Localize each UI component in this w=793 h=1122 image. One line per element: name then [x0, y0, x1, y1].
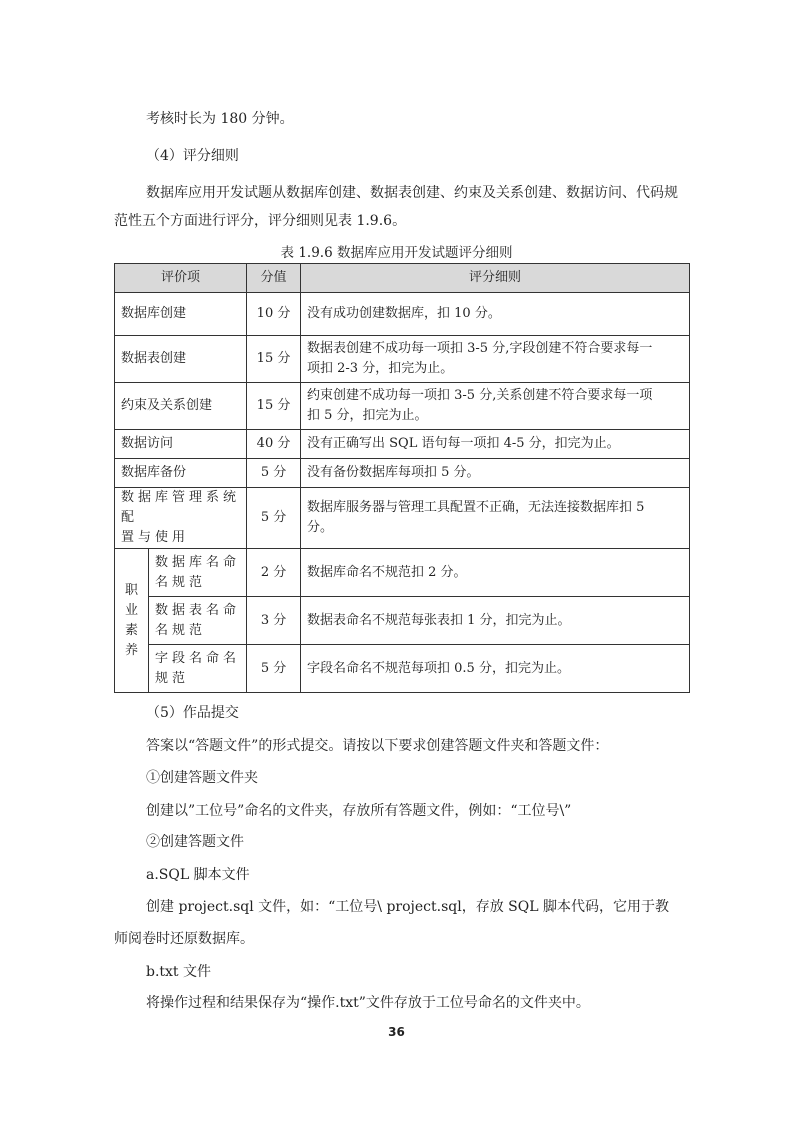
row-detail-line: 分。: [307, 520, 334, 535]
row-item: [149, 645, 247, 693]
row-detail: 数据表命名不规范每张表扣 1 分，扣完为止。: [301, 597, 690, 645]
row-detail: 没有成功创建数据库，扣 10 分。: [301, 293, 690, 336]
table-row: [115, 549, 690, 597]
row-item: [149, 597, 247, 645]
header-score: 分值: [247, 264, 301, 293]
row-item: 数据库备份: [115, 459, 247, 488]
row-detail: [301, 488, 690, 549]
row-item-line: 名规范: [155, 574, 207, 590]
table-header-row: [115, 264, 690, 293]
page-number: 36: [388, 1025, 405, 1039]
group-label-char: 养: [124, 642, 138, 658]
table-row: [115, 459, 690, 488]
heading-scoring-rules: （4）评分细则: [146, 148, 239, 164]
row-detail: [301, 336, 690, 383]
row-detail-line: 项扣 2-3 分，扣完为止。: [307, 361, 454, 376]
scoring-table: [114, 263, 690, 693]
row-score: 5 分: [247, 645, 301, 693]
row-item-line: 规范: [155, 670, 190, 686]
paragraph-intro-line-2: 范性五个方面进行评分，评分细则见表 1.9.6。: [114, 213, 407, 229]
subheading-sql-file: a.SQL 脚本文件: [146, 867, 250, 883]
row-item-line: 数据表名命: [155, 602, 241, 618]
row-detail: 字段名命名不规范每项扣 0.5 分，扣完为止。: [301, 645, 690, 693]
table-row: [115, 645, 690, 693]
row-score: 5 分: [247, 459, 301, 488]
table-row: [115, 293, 690, 336]
row-item: 约束及关系创建: [115, 383, 247, 430]
row-detail: 没有正确写出 SQL 语句每一项扣 4-5 分，扣完为止。: [301, 430, 690, 459]
row-score: 2 分: [247, 549, 301, 597]
row-score: 40 分: [247, 430, 301, 459]
row-detail: [301, 383, 690, 430]
paragraph-sql-line-2: 师阅卷时还原数据库。: [114, 931, 254, 947]
table-row: [115, 430, 690, 459]
paragraph-duration: 考核时长为 180 分钟。: [146, 111, 294, 127]
step-create-folder: ①创建答题文件夹: [146, 770, 258, 786]
group-label-professionalism: [115, 549, 149, 693]
row-item-line: 名规范: [155, 622, 207, 638]
paragraph-txt: 将操作过程和结果保存为“操作.txt”文件存放于工位号命名的文件夹中。: [146, 995, 590, 1011]
row-item: 数据表创建: [115, 336, 247, 383]
row-item: 数据访问: [115, 430, 247, 459]
row-item: 数据库创建: [115, 293, 247, 336]
row-detail: 没有备份数据库每项扣 5 分。: [301, 459, 690, 488]
header-detail: 评分细则: [301, 264, 690, 293]
row-detail-line: 数据库服务器与管理工具配置不正确，无法连接数据库扣 5: [307, 500, 645, 515]
heading-submission: （5）作品提交: [146, 705, 239, 721]
row-item-line: 数据库管理系统配: [121, 490, 241, 525]
row-detail-line: 数据表创建不成功每一项扣 3-5 分,字段创建不符合要求每一: [307, 341, 653, 356]
paragraph-sql-line-1: 创建 project.sql 文件，如：“工位号\ project.sql，存放 SQL 脚本代码，它用于教: [146, 899, 669, 915]
row-item-line: 数据库名命: [155, 554, 241, 570]
paragraph-folder: 创建以”工位号”命名的文件夹，存放所有答题文件，例如：“工位号\”: [146, 803, 572, 819]
paragraph-intro-line-1: 数据库应用开发试题从数据库创建、数据表创建、约束及关系创建、数据访问、代码规: [146, 185, 678, 201]
table-row: [115, 488, 690, 549]
table-caption: 表 1.9.6 数据库应用开发试题评分细则: [280, 245, 513, 261]
row-item-line: 字段名命名: [155, 650, 241, 666]
row-detail: 数据库命名不规范扣 2 分。: [301, 549, 690, 597]
group-label-char: 职: [124, 582, 138, 598]
row-item: [115, 488, 247, 549]
row-item: [149, 549, 247, 597]
table-row: [115, 597, 690, 645]
row-detail-line: 约束创建不成功每一项扣 3-5 分,关系创建不符合要求每一项: [307, 388, 653, 403]
row-score: 10 分: [247, 293, 301, 336]
group-label-char: 业: [124, 602, 138, 618]
subheading-txt-file: b.txt 文件: [146, 964, 212, 980]
row-score: 15 分: [247, 383, 301, 430]
row-score: 15 分: [247, 336, 301, 383]
step-create-files: ②创建答题文件: [146, 834, 244, 850]
row-detail-line: 扣 5 分，扣完为止。: [307, 408, 428, 423]
row-item-line: 置与使用: [121, 530, 190, 545]
table-row: [115, 383, 690, 430]
table-row: [115, 336, 690, 383]
row-score: 3 分: [247, 597, 301, 645]
group-label-char: 素: [124, 622, 138, 638]
paragraph-submission: 答案以“答题文件”的形式提交。请按以下要求创建答题文件夹和答题文件：: [146, 738, 609, 754]
row-score: 5 分: [247, 488, 301, 549]
header-item: 评价项: [115, 264, 247, 293]
